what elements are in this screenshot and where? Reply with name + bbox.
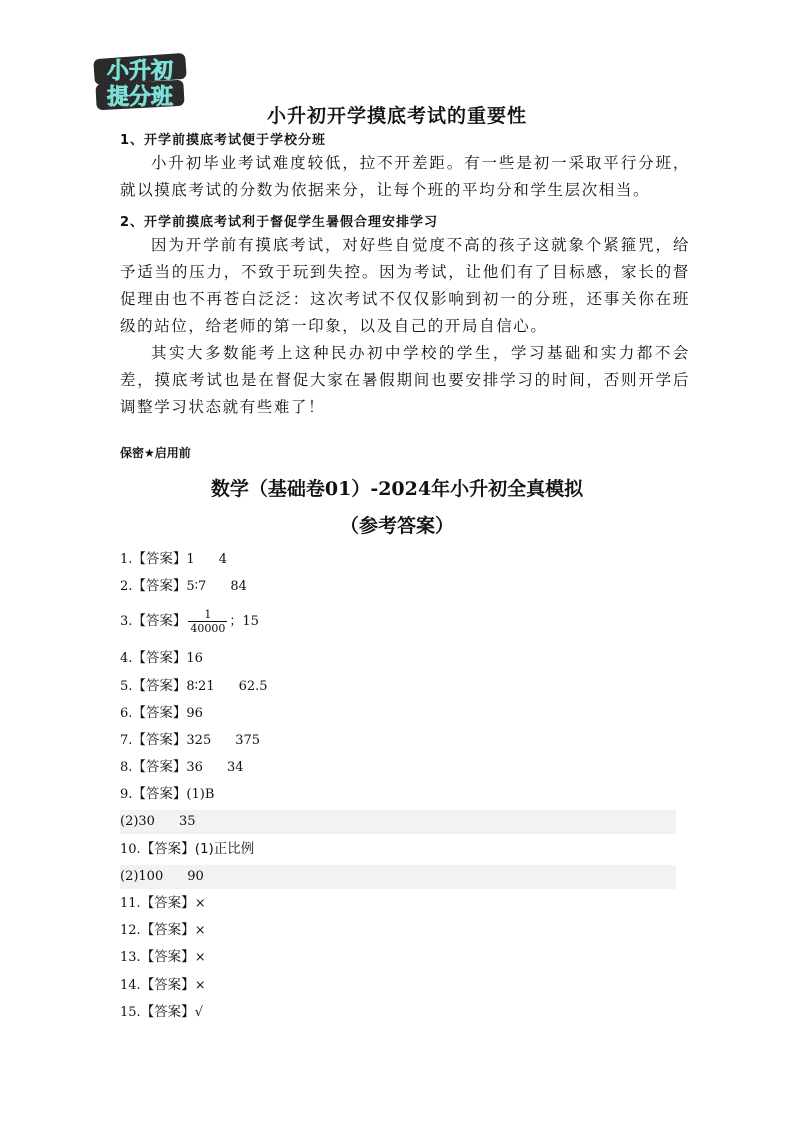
doc-title: 数学（基础卷01）-2024年小升初全真模拟: [210, 478, 584, 500]
answer-value: 34: [226, 760, 244, 775]
answer-number: 7.: [120, 733, 133, 748]
answer-number: 12.: [120, 923, 141, 938]
answer-14: [120, 973, 206, 997]
answer-value: √: [194, 1005, 203, 1020]
answer-tag: 【答案】: [132, 759, 187, 775]
answer-tag: 【答案】: [140, 922, 195, 938]
answer-tag: 【答案】: [132, 650, 187, 666]
answer-number: 3.: [120, 614, 133, 629]
answer-tag: 【答案】: [132, 578, 187, 594]
answer-number: 8.: [120, 760, 133, 775]
answer-7: [120, 728, 260, 752]
answer-number: 11.: [120, 896, 141, 911]
answer-value: 325: [186, 733, 212, 748]
answer-4: [120, 646, 203, 670]
answer-number: 10.: [120, 842, 141, 857]
answer-tag: 【答案】: [132, 678, 187, 694]
answer-value: 62.5: [238, 679, 268, 694]
section1-text: 小升初毕业考试难度较低，拉不开差距。有一些是初一采取平行分班，就以摸底考试的分数为依据来分，让每个班的平均分和学生层次相当。: [120, 154, 690, 199]
answer-value: ×: [194, 923, 206, 938]
section2-heading: 2、开学前摸底考试利于督促学生暑假合理安排学习: [120, 215, 439, 230]
answer-value: ×: [194, 978, 206, 993]
answer-tag: 【答案】: [132, 732, 187, 748]
answer-value: ×: [194, 950, 206, 965]
answer-value: ；15: [229, 614, 259, 629]
fraction-denominator: 40000: [190, 622, 226, 635]
answer-8: [120, 755, 244, 779]
answer-number: 13.: [120, 950, 141, 965]
answer-value: 96: [186, 706, 203, 721]
section1-paragraph: [120, 150, 690, 204]
answer-5: [120, 674, 268, 698]
answer-10-part2: [120, 865, 676, 889]
section2-paragraph: [120, 232, 690, 421]
secret-label: 保密★启用前: [120, 446, 191, 460]
answer-number: 2.: [120, 579, 133, 594]
answer-tag: 【答案】: [132, 786, 187, 802]
answer-9: [120, 782, 214, 806]
answer-value: 35: [178, 814, 196, 829]
answer-value: (2)30: [120, 814, 155, 829]
answer-tag: 【答案】: [132, 705, 187, 721]
answer-value: 4: [218, 552, 227, 567]
answer-value: (2)100: [120, 869, 164, 884]
doc-subtitle: （参考答案）: [339, 515, 454, 537]
fraction: [188, 608, 227, 635]
answer-number: 4.: [120, 651, 133, 666]
answer-value: 84: [230, 579, 247, 594]
answer-13: [120, 945, 206, 969]
answer-tag: 【答案】: [140, 949, 195, 965]
answer-value: 5∶7: [186, 579, 207, 594]
answer-value: 8∶21: [186, 679, 215, 694]
answer-3: [120, 602, 259, 640]
answer-value: 36: [186, 760, 203, 775]
answer-tag: 【答案】: [132, 613, 187, 629]
intro-title: 小升初开学摸底考试的重要性: [266, 105, 527, 127]
answer-number: 14.: [120, 978, 141, 993]
answer-1: [120, 547, 227, 571]
answer-number: 1.: [120, 552, 133, 567]
logo-line2: 提分班: [106, 85, 174, 110]
answer-value: 90: [187, 869, 204, 884]
answer-value: 375: [235, 733, 261, 748]
answer-tag: 【答案】: [140, 977, 195, 993]
answer-12: [120, 918, 206, 942]
answer-tag: 【答案】: [132, 551, 187, 567]
answer-value: (1)B: [186, 787, 215, 802]
answer-value: 1: [186, 552, 195, 567]
answer-number: 9.: [120, 787, 133, 802]
answer-15: [120, 1000, 203, 1024]
answer-value: (1)正比例: [194, 841, 255, 857]
answer-number: 15.: [120, 1005, 141, 1020]
section2-text-2: 其实大多数能考上这种民办初中学校的学生，学习基础和实力都不会差，摸底考试也是在督促大家在暑假期间也要安排学习的时间，否则开学后调整学习状态就有些难了！: [120, 344, 690, 416]
answer-9-part2: [120, 810, 676, 834]
answer-tag: 【答案】: [140, 841, 195, 857]
answer-6: [120, 701, 203, 725]
section1-heading: 1、开学前摸底考试便于学校分班: [120, 133, 327, 148]
fraction-numerator: 1: [204, 608, 212, 621]
answer-number: 6.: [120, 706, 133, 721]
answer-value: ×: [194, 896, 206, 911]
answer-tag: 【答案】: [140, 1004, 195, 1020]
section2-text-1: 因为开学前有摸底考试，对好些自觉度不高的孩子这就象个紧箍咒，给予适当的压力，不致于玩到失控。因为考试，让他们有了目标感，家长的督促理由也不再苍白泛泛：这次考试不仅仅影响到初一的分班，还事关你在班级的站位，给老师的第一印象，以及自己的开局自信心。: [120, 236, 690, 335]
answer-10: [120, 837, 254, 861]
answer-number: 5.: [120, 679, 133, 694]
logo-line1: 小升初: [106, 59, 174, 84]
answer-tag: 【答案】: [140, 895, 195, 911]
answer-value: 16: [186, 651, 203, 666]
answer-2: [120, 574, 247, 598]
answer-11: [120, 891, 206, 915]
